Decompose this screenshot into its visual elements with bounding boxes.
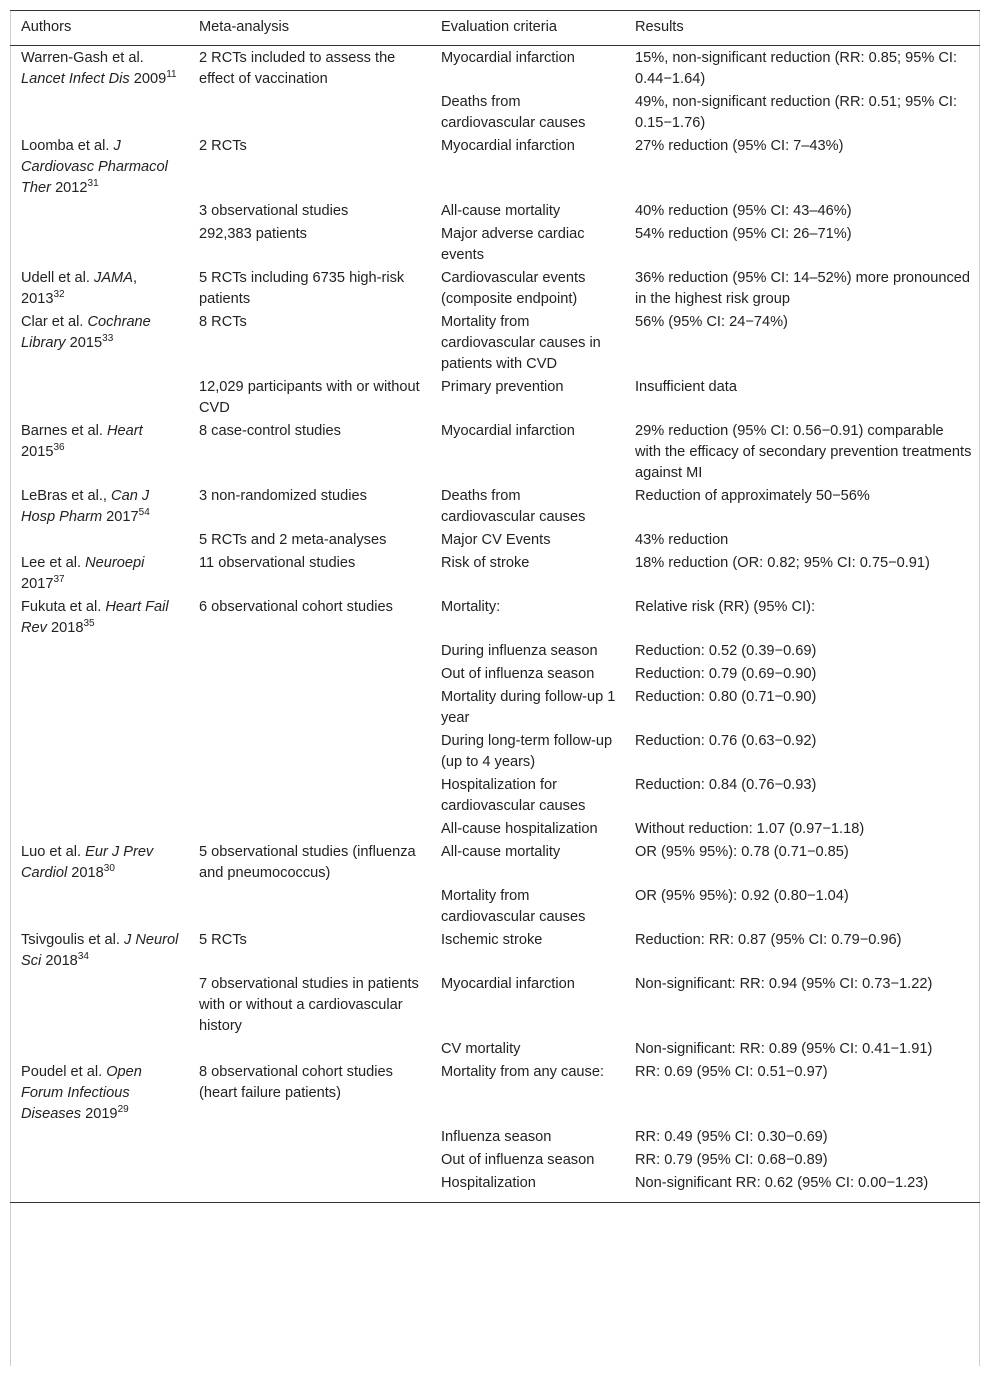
cell-results: Reduction: RR: 0.87 (95% CI: 0.79−0.96) (635, 932, 902, 948)
table-row (10, 376, 980, 420)
reference-number: 32 (53, 289, 65, 300)
cell-results: 40% reduction (95% CI: 43–46%) (635, 203, 852, 219)
cell-author (10, 774, 188, 818)
cell-evaluation-criteria: During influenza season (441, 643, 598, 659)
cell-results: Non-significant RR: 0.62 (95% CI: 0.00−1.23) (624, 1172, 980, 1203)
cell-evaluation-criteria: Out of influenza season (441, 666, 595, 682)
cell-evaluation-criteria: Deaths from cardiovascular causes (441, 94, 586, 131)
cell-results: Reduction: 0.84 (0.76−0.93) (635, 777, 817, 793)
cell-evaluation-criteria: Hospitalization for cardiovascular causes (441, 777, 586, 814)
cell-author (10, 135, 188, 200)
cell-evaluation-criteria: During long-term follow-up (up to 4 years) (441, 733, 613, 770)
cell-author (10, 929, 188, 973)
cell-results: Reduction: 0.76 (0.63−0.92) (635, 733, 817, 749)
cell-author (10, 1038, 188, 1061)
header-row (10, 11, 980, 46)
cell-author (10, 1061, 188, 1126)
cell-evaluation-criteria: Myocardial infarction (441, 976, 575, 992)
cell-evaluation-criteria: All-cause hospitalization (441, 821, 598, 837)
cell-author (10, 663, 188, 686)
cell-meta-analysis: 5 RCTs and 2 meta-analyses (199, 532, 387, 548)
cell-meta-analysis (188, 1172, 430, 1203)
table-row (10, 1172, 980, 1203)
cell-author (10, 885, 188, 929)
cell-meta-analysis: 2 RCTs (199, 138, 247, 154)
cell-results: Non-significant: RR: 0.94 (95% CI: 0.73−1.22) (635, 976, 933, 992)
author-name: Warren-Gash et al. (21, 50, 144, 66)
journal-name: Cochrane Library (21, 314, 151, 351)
header-authors: Authors (10, 11, 188, 46)
table-row (10, 223, 980, 267)
journal-name: Lancet Infect Dis (21, 71, 130, 87)
publication-year: 2019 (81, 1106, 118, 1122)
table-row (10, 774, 980, 818)
reference-number: 37 (53, 574, 65, 585)
table-row (10, 311, 980, 376)
cell-author (10, 376, 188, 420)
cell-author (10, 640, 188, 663)
cell-meta-analysis (188, 640, 430, 663)
cell-author (10, 818, 188, 841)
cell-results: 54% reduction (95% CI: 26–71%) (635, 226, 852, 242)
table-row (10, 841, 980, 885)
cell-meta-analysis (188, 818, 430, 841)
cell-meta-analysis: 7 observational studies in patients with or without a cardiovascular history (199, 976, 419, 1034)
cell-author (10, 552, 188, 596)
cell-evaluation-criteria: Deaths from cardiovascular causes (441, 488, 586, 525)
author-name: Fukuta et al. (21, 599, 106, 615)
table-row (10, 640, 980, 663)
cell-meta-analysis: 8 observational cohort studies (heart failure patients) (199, 1064, 393, 1101)
cell-results: Reduction: 0.52 (0.39−0.69) (635, 643, 817, 659)
cell-meta-analysis (188, 91, 430, 135)
table-row (10, 1061, 980, 1126)
cell-author (10, 200, 188, 223)
cell-author (10, 1126, 188, 1149)
cell-evaluation-criteria: Major CV Events (441, 532, 551, 548)
cell-results: Relative risk (RR) (95% CI): (635, 599, 816, 615)
cell-meta-analysis: 11 observational studies (199, 555, 356, 571)
cell-meta-analysis: 3 observational studies (199, 203, 349, 219)
meta-analysis-table (10, 10, 980, 1203)
table-row (10, 663, 980, 686)
table-row (10, 1038, 980, 1061)
cell-results: 43% reduction (635, 532, 729, 548)
cell-evaluation-criteria: Hospitalization (430, 1172, 624, 1203)
author-name: Luo et al. (21, 844, 86, 860)
table-row (10, 885, 980, 929)
cell-evaluation-criteria: Out of influenza season (441, 1152, 595, 1168)
cell-evaluation-criteria: Risk of stroke (441, 555, 530, 571)
cell-meta-analysis: 5 observational studies (influenza and pneumococcus) (199, 844, 416, 881)
cell-evaluation-criteria: Myocardial infarction (441, 423, 575, 439)
cell-evaluation-criteria: Mortality from cardiovascular causes in patients with CVD (441, 314, 601, 372)
journal-name: Neuroepi (85, 555, 145, 571)
table-row (10, 91, 980, 135)
journal-name: Heart (107, 423, 143, 439)
cell-meta-analysis (188, 1038, 430, 1061)
table-row (10, 529, 980, 552)
journal-name: Eur J Prev Cardiol (21, 844, 154, 881)
cell-author (10, 311, 188, 376)
cell-results: RR: 0.49 (95% CI: 0.30−0.69) (635, 1129, 828, 1145)
reference-number: 30 (103, 863, 115, 874)
cell-results: 56% (95% CI: 24−74%) (635, 314, 788, 330)
reference-number: 11 (166, 69, 177, 80)
cell-meta-analysis: 2 RCTs included to assess the effect of vaccination (199, 50, 396, 87)
publication-year: 2017 (21, 576, 54, 592)
author-name: Poudel et al. (21, 1064, 107, 1080)
cell-meta-analysis: 8 case-control studies (199, 423, 341, 439)
header-results: Results (624, 11, 980, 46)
cell-meta-analysis: 5 RCTs (199, 932, 247, 948)
cell-author (10, 91, 188, 135)
cell-results: Non-significant: RR: 0.89 (95% CI: 0.41−1.91) (635, 1041, 933, 1057)
publication-year: , 2013 (21, 270, 137, 307)
cell-evaluation-criteria: All-cause mortality (441, 203, 561, 219)
header-evaluation-criteria: Evaluation criteria (430, 11, 624, 46)
publication-year: 2018 (46, 620, 84, 636)
cell-meta-analysis (188, 774, 430, 818)
author-name: Loomba et al. (21, 138, 114, 154)
cell-results: 29% reduction (95% CI: 0.56−0.91) comparable with the efficacy of secondary prevention treatments against MI (635, 423, 972, 481)
cell-evaluation-criteria: Myocardial infarction (441, 138, 575, 154)
table-row (10, 135, 980, 200)
cell-results: 36% reduction (95% CI: 14–52%) more pronounced in the highest risk group (635, 270, 971, 307)
cell-evaluation-criteria: Myocardial infarction (441, 50, 575, 66)
cell-results: 27% reduction (95% CI: 7–43%) (635, 138, 844, 154)
reference-number: 36 (53, 442, 65, 453)
cell-evaluation-criteria: Ischemic stroke (441, 932, 543, 948)
table-row (10, 1126, 980, 1149)
cell-meta-analysis (188, 885, 430, 929)
cell-meta-analysis: 6 observational cohort studies (199, 599, 393, 615)
reference-number: 35 (83, 618, 95, 629)
cell-evaluation-criteria: Cardiovascular events (composite endpoint) (441, 270, 586, 307)
cell-author (10, 420, 188, 485)
cell-results: 49%, non-significant reduction (RR: 0.51; 95% CI: 0.15−1.76) (635, 94, 958, 131)
table-row (10, 1149, 980, 1172)
cell-evaluation-criteria: Primary prevention (441, 379, 564, 395)
table-row (10, 267, 980, 311)
author-name: Udell et al. (21, 270, 95, 286)
cell-meta-analysis (188, 730, 430, 774)
cell-evaluation-criteria: All-cause mortality (441, 844, 561, 860)
table-body (10, 46, 980, 1203)
author-name: Barnes et al. (21, 423, 107, 439)
table-row (10, 818, 980, 841)
table-row (10, 46, 980, 92)
cell-author (10, 730, 188, 774)
reference-number: 33 (102, 333, 114, 344)
cell-results: 15%, non-significant reduction (RR: 0.85; 95% CI: 0.44−1.64) (635, 50, 958, 87)
journal-name: Heart Fail Rev (21, 599, 169, 636)
cell-meta-analysis (188, 663, 430, 686)
publication-year: 2015 (65, 335, 103, 351)
journal-name: Can J Hosp Pharm (21, 488, 150, 525)
author-name: Lee et al. (21, 555, 86, 571)
reference-number: 31 (87, 178, 99, 189)
journal-name: J Neurol Sci (21, 932, 179, 969)
cell-meta-analysis: 12,029 participants with or without CVD (199, 379, 420, 416)
cell-evaluation-criteria: Mortality: (441, 599, 501, 615)
cell-meta-analysis (188, 686, 430, 730)
publication-year: 2018 (67, 865, 104, 881)
cell-author (10, 223, 188, 267)
cell-evaluation-criteria: Mortality during follow-up 1 year (441, 689, 616, 726)
cell-author (10, 1172, 188, 1203)
cell-evaluation-criteria: Mortality from cardiovascular causes (441, 888, 586, 925)
cell-author (10, 529, 188, 552)
cell-meta-analysis: 292,383 patients (199, 226, 307, 242)
journal-name: J Cardiovasc Pharmacol Ther (21, 138, 168, 196)
reference-number: 29 (117, 1104, 129, 1115)
cell-author (10, 596, 188, 640)
cell-meta-analysis (188, 1149, 430, 1172)
cell-evaluation-criteria: Influenza season (441, 1129, 552, 1145)
publication-year: 2017 (102, 509, 139, 525)
cell-results: Without reduction: 1.07 (0.97−1.18) (635, 821, 865, 837)
table-row (10, 200, 980, 223)
cell-results: OR (95% 95%): 0.92 (0.80−1.04) (635, 888, 849, 904)
cell-results: RR: 0.69 (95% CI: 0.51−0.97) (635, 1064, 828, 1080)
cell-author (10, 1149, 188, 1172)
cell-author (10, 973, 188, 1038)
table-row (10, 552, 980, 596)
cell-results: Reduction: 0.79 (0.69−0.90) (635, 666, 817, 682)
reference-number: 34 (77, 951, 89, 962)
cell-evaluation-criteria: Mortality from any cause: (441, 1064, 605, 1080)
cell-author (10, 841, 188, 885)
cell-results: Insufficient data (635, 379, 737, 395)
publication-year: 2009 (129, 71, 167, 87)
reference-number: 54 (138, 507, 150, 518)
cell-results: OR (95% 95%): 0.78 (0.71−0.85) (635, 844, 849, 860)
cell-evaluation-criteria: CV mortality (441, 1041, 521, 1057)
cell-meta-analysis (188, 1126, 430, 1149)
author-name: Clar et al. (21, 314, 88, 330)
header-meta-analysis: Meta-analysis (188, 11, 430, 46)
cell-meta-analysis: 8 RCTs (199, 314, 247, 330)
table-row (10, 420, 980, 485)
publication-year: 2015 (21, 444, 54, 460)
cell-meta-analysis: 5 RCTs including 6735 high-risk patients (199, 270, 405, 307)
cell-meta-analysis: 3 non-randomized studies (199, 488, 367, 504)
table-container (10, 10, 980, 1203)
cell-author (10, 267, 188, 311)
cell-author (10, 686, 188, 730)
publication-year: 2012 (51, 180, 88, 196)
cell-results: Reduction of approximately 50−56% (635, 488, 870, 504)
author-name: LeBras et al., (21, 488, 112, 504)
cell-evaluation-criteria: Major adverse cardiac events (441, 226, 585, 263)
journal-name: JAMA (94, 270, 133, 286)
publication-year: 2018 (41, 953, 78, 969)
table-row (10, 929, 980, 973)
cell-author (10, 46, 188, 92)
journal-name: Open Forum Infectious Diseases (21, 1064, 142, 1122)
table-row (10, 973, 980, 1038)
table-row (10, 485, 980, 529)
cell-results: RR: 0.79 (95% CI: 0.68−0.89) (635, 1152, 828, 1168)
table-row (10, 686, 980, 730)
cell-author (10, 485, 188, 529)
cell-results: Reduction: 0.80 (0.71−0.90) (635, 689, 817, 705)
cell-results: 18% reduction (OR: 0.82; 95% CI: 0.75−0.91) (635, 555, 930, 571)
author-name: Tsivgoulis et al. (21, 932, 125, 948)
table-row (10, 730, 980, 774)
table-row (10, 596, 980, 640)
